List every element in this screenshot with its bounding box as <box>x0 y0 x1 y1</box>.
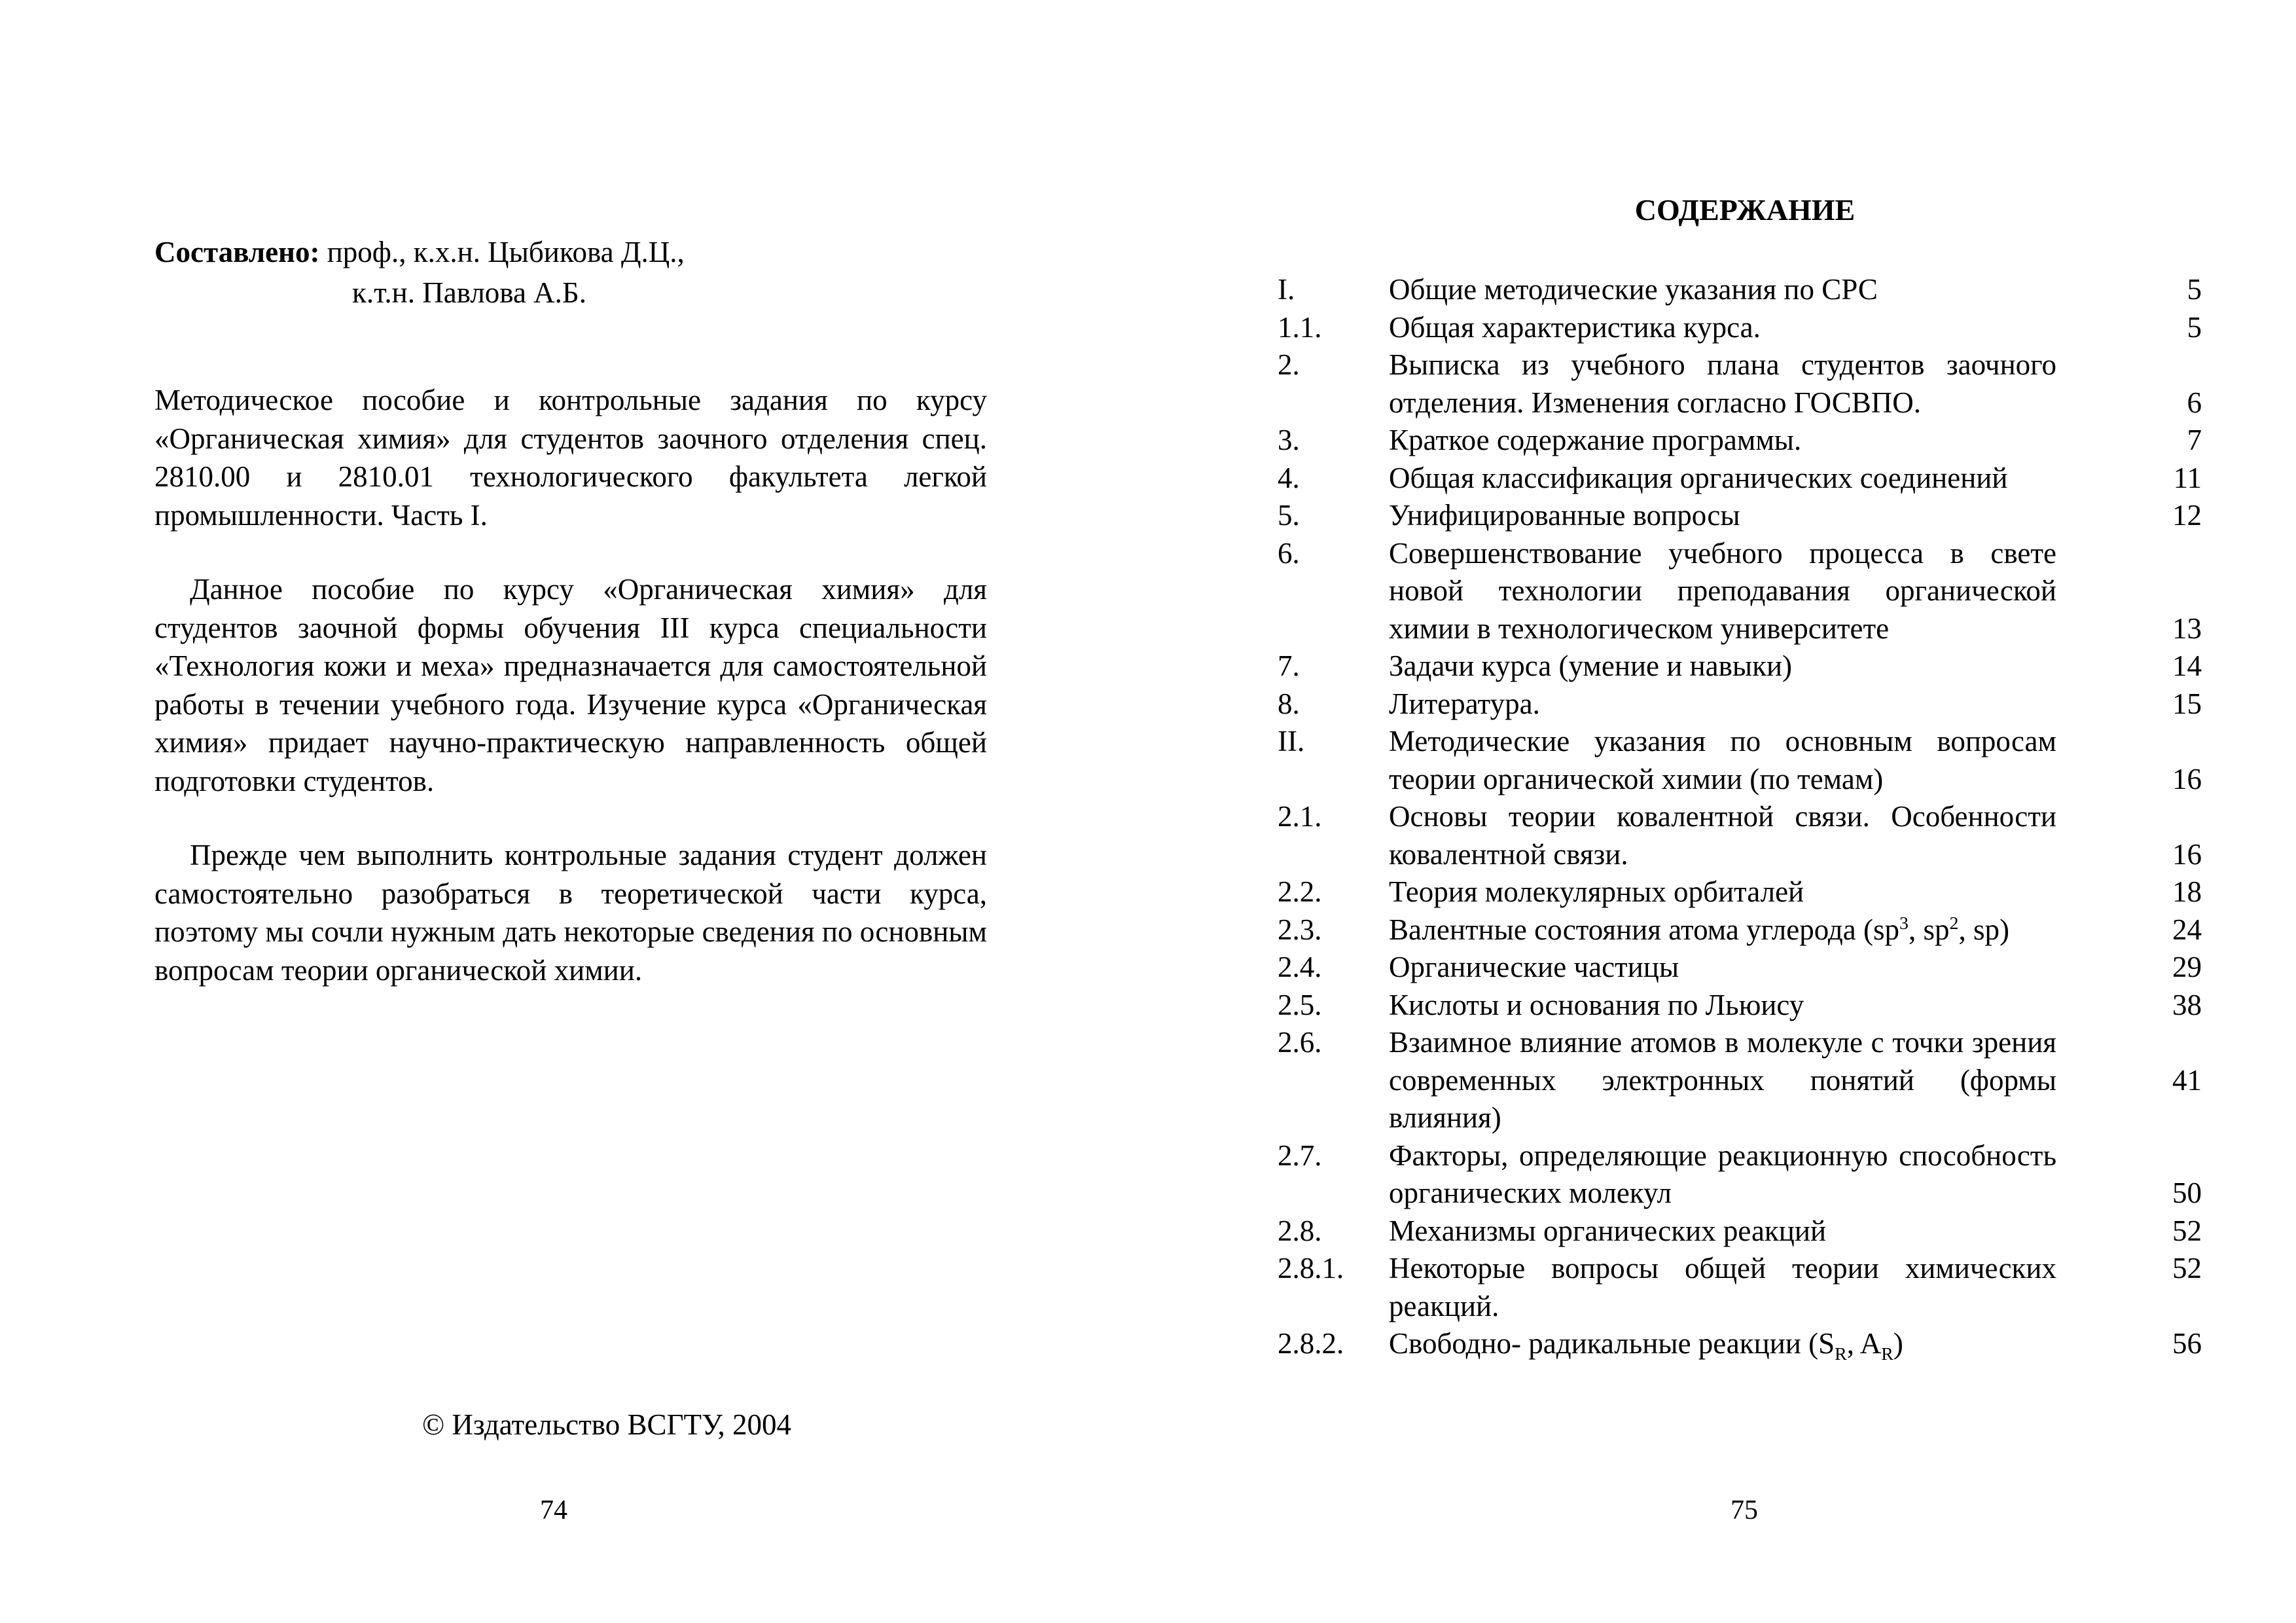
toc-text: Общие методические указания по СРС <box>1389 273 1878 306</box>
toc-text: Кислоты и основания по Льюису <box>1389 988 1804 1021</box>
toc-row <box>1278 723 2202 798</box>
compiled-label: Составлено: <box>154 236 320 268</box>
toc-page: 13 <box>2172 611 2202 645</box>
toc-num: 8. <box>1278 687 1300 720</box>
toc-text: Общая характеристика курса. <box>1389 310 1761 344</box>
toc-num: 2.6. <box>1278 1026 1322 1059</box>
toc-row <box>1278 346 2202 422</box>
compiled-line-1 <box>154 232 1005 272</box>
toc-num: 2.3. <box>1278 913 1322 946</box>
toc-row <box>1278 422 2202 460</box>
toc-page: 16 <box>2172 837 2202 871</box>
toc-num: 1.1. <box>1278 310 1322 344</box>
toc-page: 11 <box>2173 461 2202 494</box>
toc-num: 7. <box>1278 649 1300 682</box>
copyright-line: © Издательство ВСГТУ, 2004 <box>422 1408 792 1441</box>
toc-num: 2.4. <box>1278 951 1322 983</box>
toc-num: 2. <box>1278 348 1300 381</box>
toc-title: СОДЕРЖАНИЕ <box>1634 193 1856 227</box>
toc-text: Выписка из учебного плана студентов заочного отделения. Изменения согласно ГОСВПО. <box>1389 348 2056 419</box>
toc-subscript: R <box>1835 1344 1847 1364</box>
toc-page: 16 <box>2172 762 2202 795</box>
toc-num: 2.8.2. <box>1278 1327 1344 1360</box>
toc-row <box>1278 1325 2202 1363</box>
toc-page: 5 <box>2187 273 2202 306</box>
toc-row <box>1278 535 2202 648</box>
toc-page: 29 <box>2172 951 2202 983</box>
toc-row <box>1278 647 2202 685</box>
toc-page: 12 <box>2172 499 2202 532</box>
intro-paragraph-2: Прежде чем выполнить контрольные задания студент должен самостоятельно разобраться в теоретической части курса, поэтому мы сочли нужным дать некоторые сведения по основным вопросам теории органической химии. <box>154 839 987 987</box>
toc-row <box>1278 271 2202 309</box>
toc-row <box>1278 309 2202 347</box>
toc-text: Основы теории ковалентной связи. Особенности ковалентной связи. <box>1389 800 2056 871</box>
toc-text-part: , sp <box>1908 913 1950 946</box>
page-number-left: 74 <box>540 1495 567 1525</box>
toc-row <box>1278 497 2202 535</box>
toc-row <box>1278 949 2202 987</box>
toc-num: II. <box>1278 725 1305 757</box>
toc-num: 2.8. <box>1278 1214 1322 1247</box>
toc-num: 6. <box>1278 536 1300 570</box>
toc-row <box>1278 1024 2202 1137</box>
toc-page: 15 <box>2172 687 2202 720</box>
compiled-authors-2: к.т.н. Павлова А.Б. <box>352 276 587 309</box>
toc-num: 2.5. <box>1278 988 1322 1021</box>
toc-row <box>1278 460 2202 498</box>
toc-row <box>1278 798 2202 873</box>
table-of-contents <box>1278 271 2202 1363</box>
toc-num: 4. <box>1278 461 1300 494</box>
right-page <box>1148 0 2296 1623</box>
toc-text: Задачи курса (умение и навыки) <box>1389 649 1793 682</box>
toc-text: Совершенствование учебного процесса в свете новой технологии преподавания органической химии в технологическом университете <box>1389 536 2056 645</box>
toc-text: Механизмы органических реакций <box>1389 1214 1827 1247</box>
toc-text: Факторы, определяющие реакционную способность органических молекул <box>1389 1139 2056 1209</box>
toc-text: Методические указания по основным вопросам теории органической химии (по темам) <box>1389 725 2056 795</box>
toc-text: Литература. <box>1389 687 1540 720</box>
toc-page: 18 <box>2172 875 2202 908</box>
toc-row <box>1278 685 2202 723</box>
intro-paragraph-1: Данное пособие по курсу «Органическая химия» для студентов заочной формы обучения III курса специальности «Технология кожи и меха» предназначается для самостоятельной работы в течении учебного года. Изучение курса «Органическая химия» придает научно-практическую направленность общей подготовки студентов. <box>154 573 987 797</box>
toc-text: Органические частицы <box>1389 951 1679 983</box>
toc-row <box>1278 1137 2202 1213</box>
toc-page: 41 <box>2172 1063 2202 1097</box>
toc-page: 56 <box>2172 1327 2202 1360</box>
toc-text: Общая классификация органических соединений <box>1389 461 2008 494</box>
toc-text <box>1389 1325 2056 1363</box>
toc-num: 2.8.1. <box>1278 1252 1344 1285</box>
toc-text: Взаимное влияние атомов в молекуле с точки зрения современных электронных понятий (формы влияния) <box>1389 1026 2056 1134</box>
toc-num: 2.1. <box>1278 800 1322 833</box>
toc-subscript: R <box>1881 1344 1893 1364</box>
toc-page: 14 <box>2172 649 2202 682</box>
toc-text-part: , sp) <box>1958 913 2009 946</box>
toc-superscript: 2 <box>1949 913 1959 934</box>
toc-text-part: , A <box>1846 1327 1882 1360</box>
toc-page: 6 <box>2187 386 2202 419</box>
toc-row <box>1278 1213 2202 1250</box>
toc-superscript: 3 <box>1899 913 1909 934</box>
toc-page: 7 <box>2187 424 2202 456</box>
toc-page: 38 <box>2172 988 2202 1021</box>
toc-num: 2.7. <box>1278 1139 1322 1172</box>
toc-page: 52 <box>2172 1252 2202 1285</box>
toc-num: 2.2. <box>1278 875 1322 908</box>
toc-text: Теория молекулярных орбиталей <box>1389 875 1804 908</box>
toc-text: Некоторые вопросы общей теории химических реакций. <box>1389 1252 2056 1322</box>
toc-row <box>1278 987 2202 1025</box>
toc-text <box>1389 911 2056 949</box>
toc-page: 5 <box>2187 310 2202 344</box>
toc-text-part: Валентные состояния атома углерода (sp <box>1389 913 1900 946</box>
compiled-by <box>154 232 1005 313</box>
toc-text-part: Свободно- радикальные реакции (S <box>1389 1327 1835 1360</box>
toc-num: 3. <box>1278 424 1300 456</box>
toc-page: 50 <box>2172 1176 2202 1209</box>
toc-num: I. <box>1278 273 1295 306</box>
description-paragraph: Методическое пособие и контрольные задания по курсу «Органическая химия» для студентов заочного отделения спец. 2810.00 и 2810.01 технологического факультета легкой промышленности. Часть I. <box>154 384 987 532</box>
toc-row <box>1278 1250 2202 1325</box>
toc-row <box>1278 911 2202 949</box>
toc-page: 24 <box>2172 913 2202 946</box>
compiled-authors-1: проф., к.х.н. Цыбикова Д.Ц., <box>319 236 685 268</box>
toc-text: Краткое содержание программы. <box>1389 424 1802 456</box>
page-number-right: 75 <box>1731 1495 1758 1525</box>
toc-text: Унифицированные вопросы <box>1389 499 1740 532</box>
toc-num: 5. <box>1278 499 1300 532</box>
toc-row <box>1278 873 2202 911</box>
toc-page: 52 <box>2172 1214 2202 1247</box>
toc-text-part: ) <box>1893 1327 1903 1360</box>
